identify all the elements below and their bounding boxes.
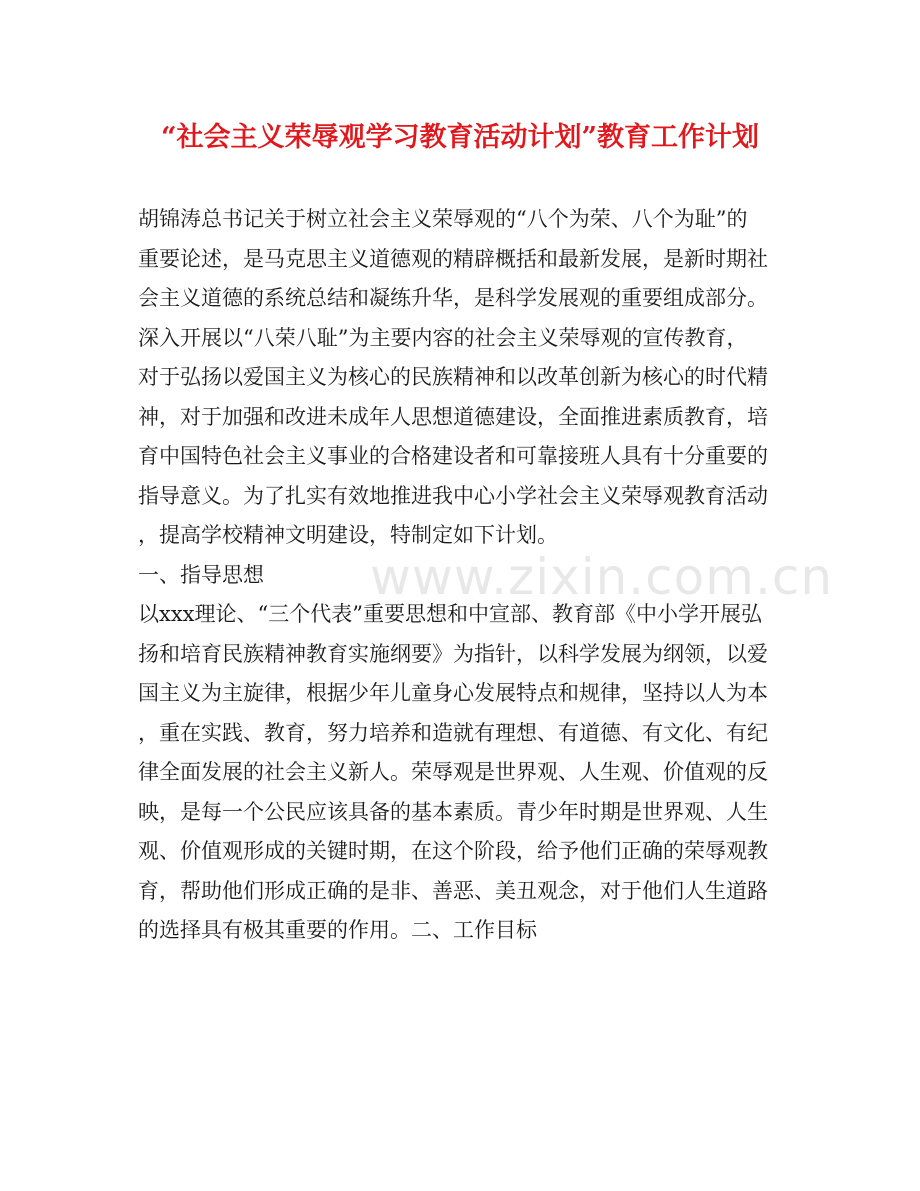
- body-line: ，提高学校精神文明建设，特制定如下计划。: [138, 523, 558, 547]
- watermark: www.zixin.com.cn: [370, 548, 834, 606]
- body-line: 对于弘扬以爱国主义为核心的民族精神和以改革创新为核心的时代精: [138, 365, 768, 389]
- body-line: 重要论述，是马克思主义道德观的精辟概括和最新发展，是新时期社: [138, 246, 768, 271]
- body-line: 指导意义。为了扎实有效地推进我中心小学社会主义荣辱观教育活动: [138, 483, 768, 508]
- body-line: 神，对于加强和改进未成年人思想道德建设，全面推进素质教育，培: [138, 404, 768, 429]
- document-title: “社会主义荣辱观学习教育活动计划”教育工作计划: [160, 122, 760, 153]
- body-line: 国主义为主旋律，根据少年儿童身心发展特点和规律，坚持以人为本: [138, 681, 768, 705]
- document-body: [138, 200, 784, 951]
- body-line: 映，是每一个公民应该具备的基本素质。青少年时期是世界观、人生: [138, 799, 768, 824]
- body-line: 律全面发展的社会主义新人。荣辱观是世界观、人生观、价值观的反: [138, 760, 768, 784]
- section-heading: 一、指导思想: [138, 562, 264, 587]
- body-line: 观、价值观形成的关键时期，在这个阶段，给予他们正确的荣辱观教: [138, 839, 768, 863]
- body-line: 育，帮助他们形成正确的是非、善恶、美丑观念，对于他们人生道路: [138, 878, 768, 903]
- body-line: 育中国特色社会主义事业的合格建设者和可靠接班人具有十分重要的: [138, 444, 768, 468]
- body-line: 胡锦涛总书记关于树立社会主义荣辱观的“八个为荣、八个为耻”的: [138, 207, 748, 231]
- body-line: 扬和培育民族精神教育实施纲要》为指针，以科学发展为纲领，以爱: [138, 641, 768, 666]
- body-line: 会主义道德的系统总结和凝练升华，是科学发展观的重要组成部分。: [138, 286, 768, 310]
- body-line: ，重在实践、教育，努力培养和造就有理想、有道德、有文化、有纪: [138, 720, 768, 745]
- body-line: 深入开展以“八荣八耻”为主要内容的社会主义荣辱观的宣传教育，: [138, 325, 748, 350]
- body-line: 的选择具有极其重要的作用。二、工作目标: [138, 918, 537, 942]
- body-line: 以xxx理论、“三个代表”重要思想和中宣部、教育部《中小学开展弘: [138, 602, 762, 626]
